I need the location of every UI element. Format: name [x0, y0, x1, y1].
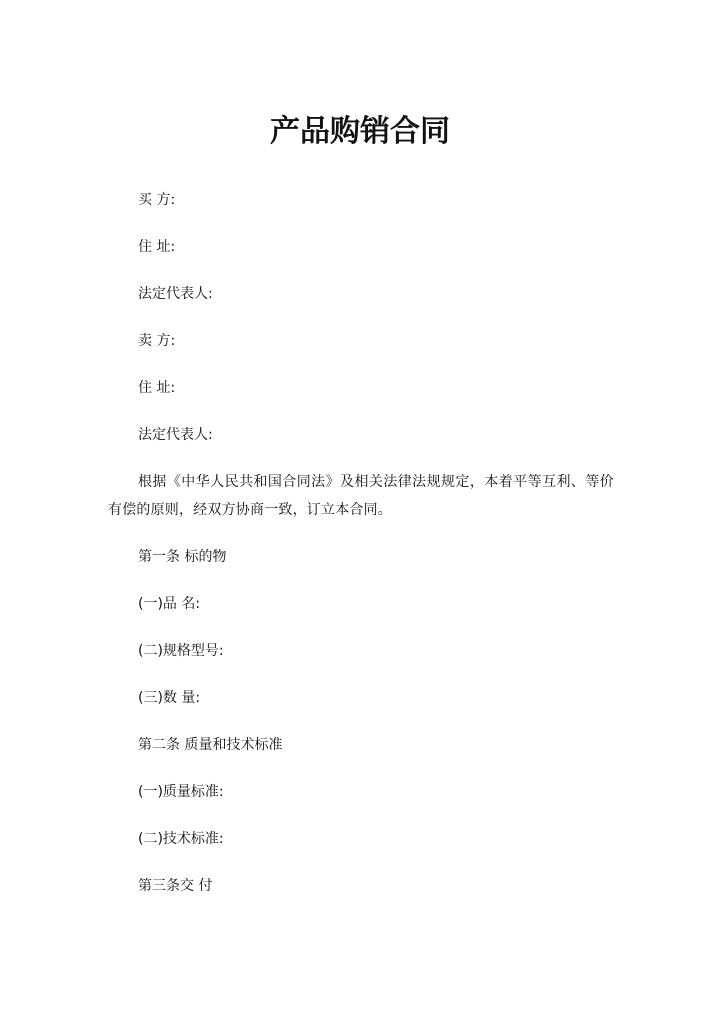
seller-legal-representative-line: 法定代表人:: [138, 427, 213, 443]
article-3-heading: 第三条交 付: [138, 878, 213, 894]
seller-line: 卖 方:: [138, 333, 176, 349]
technical-standard-line: (二)技术标准:: [138, 831, 224, 847]
article-2-heading: 第二条 质量和技术标准: [138, 737, 283, 753]
buyer-legal-representative-line: 法定代表人:: [138, 286, 213, 302]
article-1-heading: 第一条 标的物: [138, 549, 227, 565]
seller-address-line: 住 址:: [138, 380, 176, 396]
buyer-line: 买 方:: [138, 192, 176, 208]
buyer-address-line: 住 址:: [138, 239, 176, 255]
document-title: 产品购销合同: [270, 114, 450, 149]
preamble-paragraph: 根据《中华人民共和国合同法》及相关法律法规规定，本着平等互利、等价有偿的原则，经双方协商一致，订立本合同。: [108, 474, 614, 518]
document-body: [108, 186, 614, 919]
specification-model-line: (二)规格型号:: [138, 643, 224, 659]
product-name-line: (一)品 名:: [138, 596, 201, 612]
quality-standard-line: (一)质量标准:: [138, 784, 224, 800]
quantity-line: (三)数 量:: [138, 690, 201, 706]
